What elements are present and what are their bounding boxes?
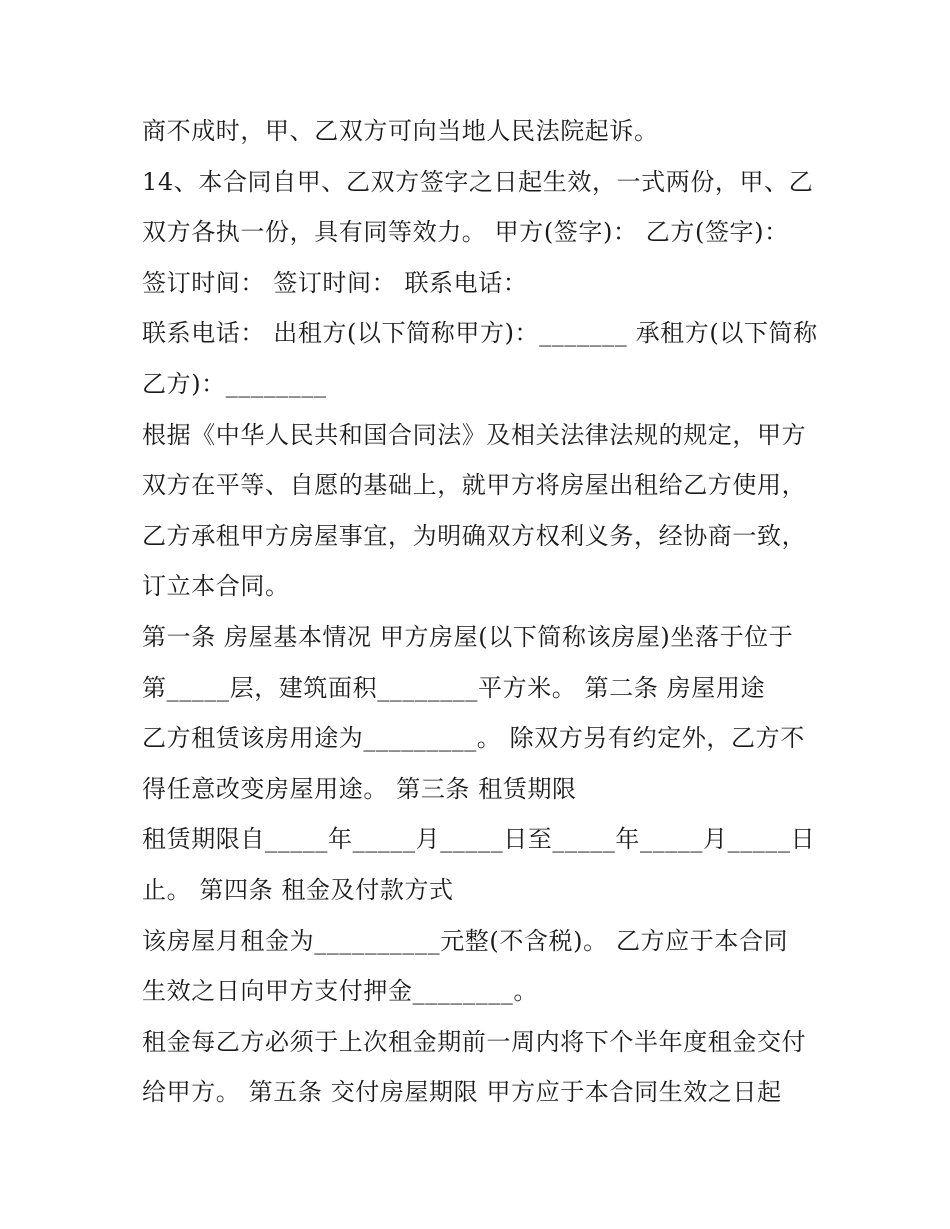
text-line-20: 给甲方。 第五条 交付房屋期限 甲方应于本合同生效之日起 <box>142 1078 782 1107</box>
text-line-18: 生效之日向甲方支付押金________。 <box>142 977 538 1006</box>
text-line-19: 租金每乙方必须于上次租金期前一周内将下个半年度租金交付 <box>142 1027 807 1056</box>
text-line-8: 双方在平等、自愿的基础上，就甲方将房屋出租给乙方使用， <box>142 471 807 500</box>
text-line-9: 乙方承租甲方房屋事宜，为明确双方权利义务，经协商一致， <box>142 521 807 550</box>
text-line-5: 联系电话： 出租方(以下简称甲方)：_______ 承租方(以下简称 <box>142 319 818 348</box>
text-line-11: 第一条 房屋基本情况 甲方房屋(以下简称该房屋)坐落于位于 <box>142 622 794 651</box>
text-line-7: 根据《中华人民共和国合同法》及相关法律法规的规定，甲方 <box>142 420 807 449</box>
text-line-12: 第_____层，建筑面积________平方米。 第二条 房屋用途 <box>142 673 766 702</box>
text-line-4: 签订时间： 签订时间： 联系电话： <box>142 268 528 297</box>
text-line-16: 止。 第四条 租金及付款方式 <box>142 875 454 904</box>
text-line-3: 双方各执一份，具有同等效力。 甲方(签字)： 乙方(签字)： <box>142 218 789 247</box>
text-line-14: 得任意改变房屋用途。 第三条 租赁期限 <box>142 774 577 803</box>
text-line-1: 商不成时，甲、乙双方可向当地人民法院起诉。 <box>142 117 659 145</box>
text-line-17: 该房屋月租金为__________元整(不含税)。 乙方应于本合同 <box>142 926 789 955</box>
text-line-6: 乙方)：________ <box>142 369 327 398</box>
text-line-2: 14、本合同自甲、乙双方签字之日起生效，一式两份，甲、乙 <box>142 167 814 196</box>
text-line-15: 租赁期限自_____年_____月_____日至_____年_____月_____日 <box>142 825 816 854</box>
document-page <box>142 106 822 1118</box>
text-line-13: 乙方租赁该房用途为_________。 除双方另有约定外，乙方不 <box>142 724 805 753</box>
text-line-10: 订立本合同。 <box>142 572 290 601</box>
